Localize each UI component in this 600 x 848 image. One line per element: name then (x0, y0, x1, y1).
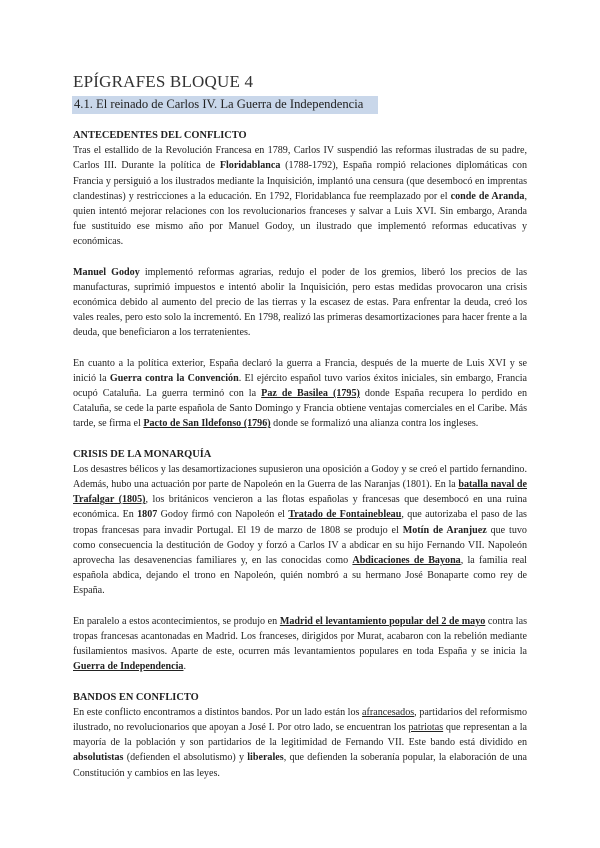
emphasis-underlined: batalla naval de Trafalgar (1805) (73, 479, 527, 506)
emphasis: Guerra contra la Convención (109, 372, 239, 384)
emphasis-underlined: Paz de Basilea (1795) (261, 388, 360, 400)
emphasis-underlined: Tratado de Fontainebleau (288, 509, 402, 521)
emphasis: conde de Aranda (450, 190, 525, 202)
emphasis: 1807 (137, 509, 158, 521)
paragraph: En cuanto a la política exterior, España declaró la guerra a Francia, después de la muerte de Luis XVI y se inició la Guerra contra la Convención. El ejército español tuvo varios éxitos iniciales, sin embargo, Francia ocupó Cataluña. La guerra terminó con la Paz de Basilea (1795) donde España recupera lo perdido en Cataluña, se cede la parte española de Santo Domingo y Francia obtiene ventajas comerciales en el Caribe. Más tarde, se firma el Pacto de San Ildefonso (1796) donde se formalizó una alianza contra los ingleses. (73, 357, 527, 430)
emphasis-underlined: Madrid el levantamiento popular del 2 de mayo (279, 615, 486, 627)
section-subtitle: 4.1. El reinado de Carlos IV. La Guerra de Independencia (72, 96, 378, 114)
heading-bandos: BANDOS EN CONFLICTO (73, 691, 199, 703)
document-body (73, 128, 527, 781)
emphasis: Manuel Godoy (73, 266, 140, 278)
emphasis: Floridablanca (219, 160, 281, 172)
emphasis-underlined: Abdicaciones de Bayona (352, 555, 461, 567)
emphasis: liberales (247, 752, 284, 764)
paragraph: En paralelo a estos acontecimientos, se produjo en Madrid el levantamiento popular del 2 de mayo contra las tropas francesas acantonadas en Madrid. Los franceses, dirigidos por Murat, acabaron con la rebelión mediante fusilamientos masivos. Aparte de este, ocurren más levantamientos populares en toda España y se inicia la Guerra de Independencia. (73, 615, 527, 673)
emphasis-underlined: Pacto de San Ildefonso (1796) (143, 418, 271, 430)
emphasis: Motín de Aranjuez (402, 524, 487, 536)
paragraph: Los desastres bélicos y las desamortizaciones supusieron una oposición a Godoy y se creó el partido fernandino. Además, hubo una actuación por parte de Napoleón en la Guerra de las Naranjas (1801). En la batalla naval de Trafalgar (1805), los británicos vencieron a las flotas españolas y francesas que desembocó en una ruina económica. En 1807 Godoy firmó con Napoleón el Tratado de Fontainebleau, que autorizaba el paso de las tropas francesas para invadir Portugal. El 19 de marzo de 1808 se produjo el Motín de Aranjuez que tuvo como consecuencia la destitución de Godoy y forzó a Carlos IV a abdicar en su hijo Fernando VII. Napoleón aprovecha las desavenencias familiares y, en las conocidas como Abdicaciones de Bayona, la familia real española abdica, dejando el trono en Napoleón, quién nombró a su hermano José Bonaparte como rey de España. (73, 463, 527, 597)
underlined-term: afrancesados (362, 706, 415, 718)
emphasis: absolutistas (73, 752, 124, 764)
paragraph: Manuel Godoy implementó reformas agrarias, redujo el poder de los gremios, liberó los precios de las manufacturas, suprimió impuestos e intentó abolir la Inquisición, pero estas medidas provocaron una crisis económica debido al aumento del precio de las tierras y la escasez de estas. Para enfrentar la deuda, creó los vales reales, pero esto solo la incrementó. En 1798, realizó las primeras desamortizaciones para hacer frente a la deuda, que beneficiaron a los terratenientes. (73, 266, 528, 339)
heading-crisis: CRISIS DE LA MONARQUÍA (73, 448, 212, 460)
page-title: EPÍGRAFES BLOQUE 4 (73, 72, 254, 91)
paragraph: Tras el estallido de la Revolución Francesa en 1789, Carlos IV suspendió las reformas ilustradas de su padre, Carlos III. Durante la política de Floridablanca (1788-1792), España rompió relaciones diplomáticas con Francia y persiguió a los ilustrados mediante la Inquisición, implantó una censura (que desembocó en imprentas clandestinas) y restricciones a la educación. En 1792, Floridablanca fue reemplazado por el conde de Aranda, quien intentó mejorar relaciones con los revolucionarios franceses y salvar a Luis XVI. Sin embargo, Aranda fue sustituido ese mismo año por Manuel Godoy, un ilustrado que implementó reformas educativas y económicas. (73, 145, 527, 248)
heading-antecedentes: ANTECEDENTES DEL CONFLICTO (73, 130, 247, 141)
paragraph: En este conflicto encontramos a distintos bandos. Por un lado están los afrancesados, partidarios del reformismo ilustrado, no revolucionarios que apoyan a José I. Por otro lado, se encuentran los patriotas que representan a la mayoría de la población y son partidarios de la legitimidad de Fernando VII. Este bando está dividido en absolutistas (defienden el absolutismo) y liberales, que defienden la soberanía popular, la elaboración de una Constitución y cambios en las leyes. (73, 706, 528, 779)
underlined-term: patriotas (408, 721, 444, 733)
emphasis-underlined: Guerra de Independencia (73, 661, 184, 673)
